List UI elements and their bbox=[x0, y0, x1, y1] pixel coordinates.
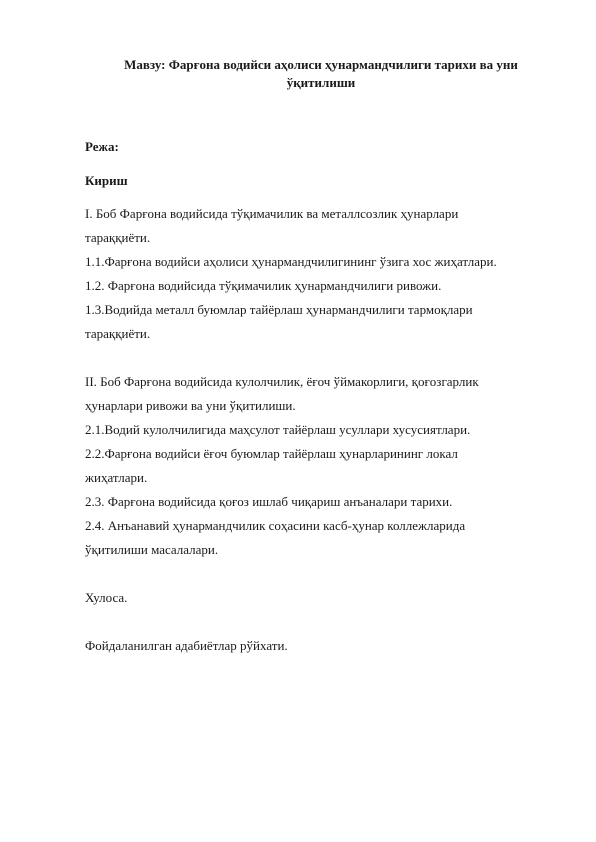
chapter2-item-4-line1: 2.4. Анъанавий ҳунармандчилик соҳасини касб-ҳунар коллежларида bbox=[85, 518, 466, 533]
chapter1-item-3-line1: 1.3.Водийда металл буюмлар тайёрлаш ҳунармандчилиги тармоқлари bbox=[85, 302, 473, 317]
chapter2-item-4-line2: ўқитилиши масалалари. bbox=[85, 542, 219, 557]
chapter2-item-2-line1: 2.2.Фарғона водийси ёғоч буюмлар тайёрлаш ҳунарларининг локал bbox=[85, 446, 458, 461]
chapter2-item-2-line2: жиҳатлари. bbox=[85, 470, 148, 485]
chapter1-item-1: 1.1.Фарғона водийси аҳолиси ҳунармандчилигининг ўзига хос жиҳатлари. bbox=[85, 254, 497, 269]
chapter2-item-1: 2.1.Водий кулолчилигида маҳсулот тайёрлаш усуллари хусусиятлари. bbox=[85, 422, 471, 437]
chapter1-item-3-line2: тараққиёти. bbox=[85, 326, 151, 341]
chapter2-item-3: 2.3. Фарғона водийсида қоғоз ишлаб чиқариш анъаналари тарихи. bbox=[85, 494, 453, 509]
plan-label: Режа: bbox=[85, 139, 119, 154]
document-title: Мавзу: Фарғона водийси аҳолиси ҳунармандчилиги тарихи ва уни ўқитилиши bbox=[124, 57, 518, 90]
chapter2-heading-line2: ҳунарлари ривожи ва уни ўқитилиши. bbox=[85, 398, 296, 413]
chapter1-heading-line1: I. Боб Фарғона водийсида тўқимачилик ва металлсозлик ҳунарлари bbox=[85, 206, 459, 221]
chapter2-heading-line1: II. Боб Фарғона водийсида кулолчилик, ёғоч ўймакорлиги, қоғозгарлик bbox=[85, 374, 479, 389]
intro-heading: Кириш bbox=[85, 173, 128, 188]
chapter1-heading-line2: тараққиёти. bbox=[85, 230, 151, 245]
conclusion-heading: Хулоса. bbox=[85, 590, 128, 605]
references-heading: Фойдаланилган адабиётлар рўйхати. bbox=[85, 638, 288, 653]
chapter1-item-2: 1.2. Фарғона водийсида тўқимачилик ҳунармандчилиги ривожи. bbox=[85, 278, 442, 293]
